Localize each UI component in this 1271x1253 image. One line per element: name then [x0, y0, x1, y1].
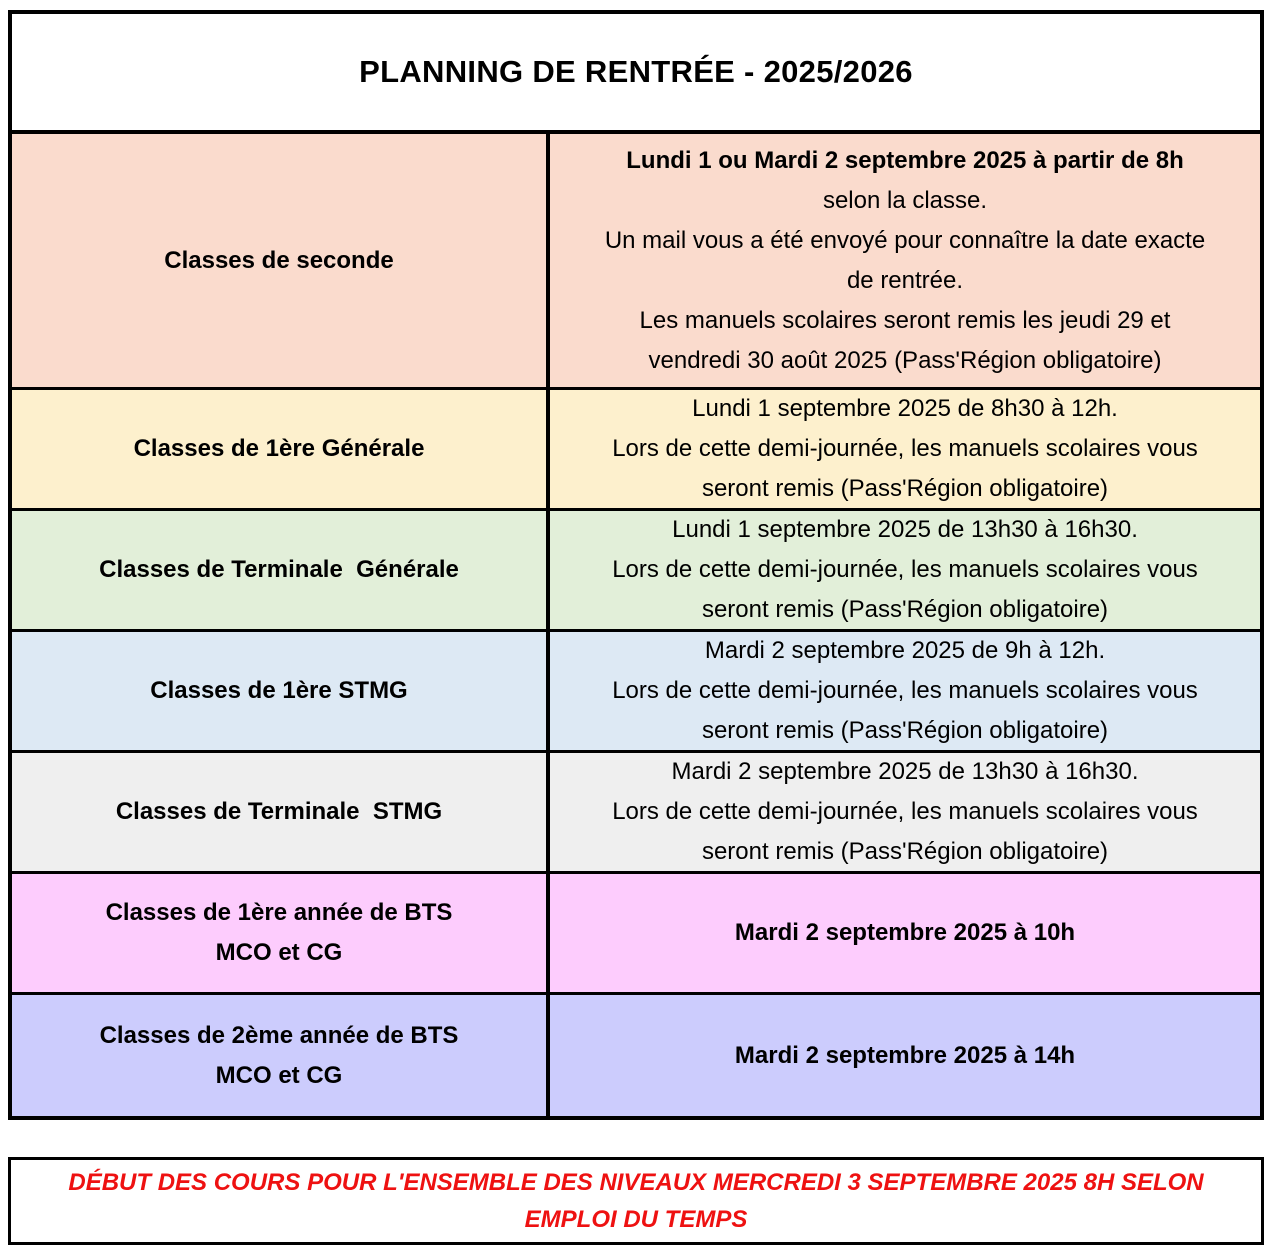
detail-line: Lundi 1 septembre 2025 de 8h30 à 12h. [692, 395, 1118, 422]
class-name-cell [12, 753, 550, 871]
footer-notice-line: EMPLOI DU TEMPS [524, 1206, 748, 1233]
class-name-cell [12, 874, 550, 992]
class-name-line: Classes de 2ème année de BTS [99, 1021, 459, 1049]
class-name-cell [12, 390, 550, 508]
class-name-line: MCO et CG [215, 939, 343, 966]
detail-line: seront remis (Pass'Région obligatoire) [701, 717, 1109, 744]
table-row-seconde [12, 134, 1260, 390]
footer-notice-line: DÉBUT DES COURS POUR L'ENSEMBLE DES NIVEAUX MERCREDI 3 SEPTEMBRE 2025 8H SELON [68, 1169, 1204, 1196]
detail-line: vendredi 30 août 2025 (Pass'Région obligatoire) [648, 346, 1162, 374]
class-name-cell [12, 511, 550, 629]
schedule-detail-cell [550, 511, 1260, 629]
detail-line: Mardi 2 septembre 2025 de 13h30 à 16h30. [671, 758, 1139, 785]
schedule-detail-cell [550, 874, 1260, 992]
class-name-line: MCO et CG [215, 1061, 343, 1089]
detail-line: Les manuels scolaires seront remis les jeudi 29 et [639, 306, 1171, 334]
detail-line: Lors de cette demi-journée, les manuels scolaires vous [612, 798, 1198, 825]
schedule-detail-cell [550, 390, 1260, 508]
class-name-line: Classes de Terminale Générale [99, 556, 459, 583]
detail-line: Mardi 2 septembre 2025 à 14h [734, 1041, 1076, 1069]
class-name-cell [12, 632, 550, 750]
detail-line: Mardi 2 septembre 2025 à 10h [734, 919, 1076, 946]
class-name-line: Classes de Terminale STMG [115, 798, 443, 825]
footer-notice [8, 1157, 1264, 1245]
detail-line: Lors de cette demi-journée, les manuels scolaires vous [612, 677, 1198, 704]
table-row-terminale-stmg [12, 753, 1260, 874]
table-row-premiere-stmg [12, 632, 1260, 753]
detail-line: selon la classe. [822, 186, 988, 214]
class-name-cell [12, 995, 550, 1116]
detail-line: Lundi 1 ou Mardi 2 septembre 2025 à partir de 8h [626, 146, 1184, 174]
detail-line: de rentrée. [846, 266, 964, 294]
page-title: PLANNING DE RENTRÉE - 2025/2026 [12, 14, 1260, 134]
detail-line: seront remis (Pass'Région obligatoire) [701, 838, 1109, 865]
class-name-line: Classes de 1ère Générale [133, 435, 425, 462]
detail-line: Lors de cette demi-journée, les manuels scolaires vous [612, 435, 1198, 462]
detail-line: seront remis (Pass'Région obligatoire) [701, 475, 1109, 502]
schedule-table [8, 10, 1264, 1120]
detail-line: Mardi 2 septembre 2025 de 9h à 12h. [704, 637, 1106, 664]
schedule-detail-cell [550, 753, 1260, 871]
detail-line: Un mail vous a été envoyé pour connaître la date exacte [604, 226, 1206, 254]
detail-line: seront remis (Pass'Région obligatoire) [701, 596, 1109, 623]
schedule-detail-cell [550, 134, 1260, 387]
schedule-detail-cell [550, 995, 1260, 1116]
class-name-line: Classes de 1ère année de BTS [105, 899, 453, 926]
detail-line: Lundi 1 septembre 2025 de 13h30 à 16h30. [672, 516, 1138, 543]
table-row-bts-1 [12, 874, 1260, 995]
class-name-line: Classes de seconde [164, 246, 394, 274]
table-row-premiere-generale [12, 390, 1260, 511]
class-name-cell [12, 134, 550, 387]
class-name-line: Classes de 1ère STMG [150, 677, 408, 704]
schedule-detail-cell [550, 632, 1260, 750]
table-row-bts-2 [12, 995, 1260, 1116]
table-row-terminale-generale [12, 511, 1260, 632]
detail-line: Lors de cette demi-journée, les manuels scolaires vous [612, 556, 1198, 583]
